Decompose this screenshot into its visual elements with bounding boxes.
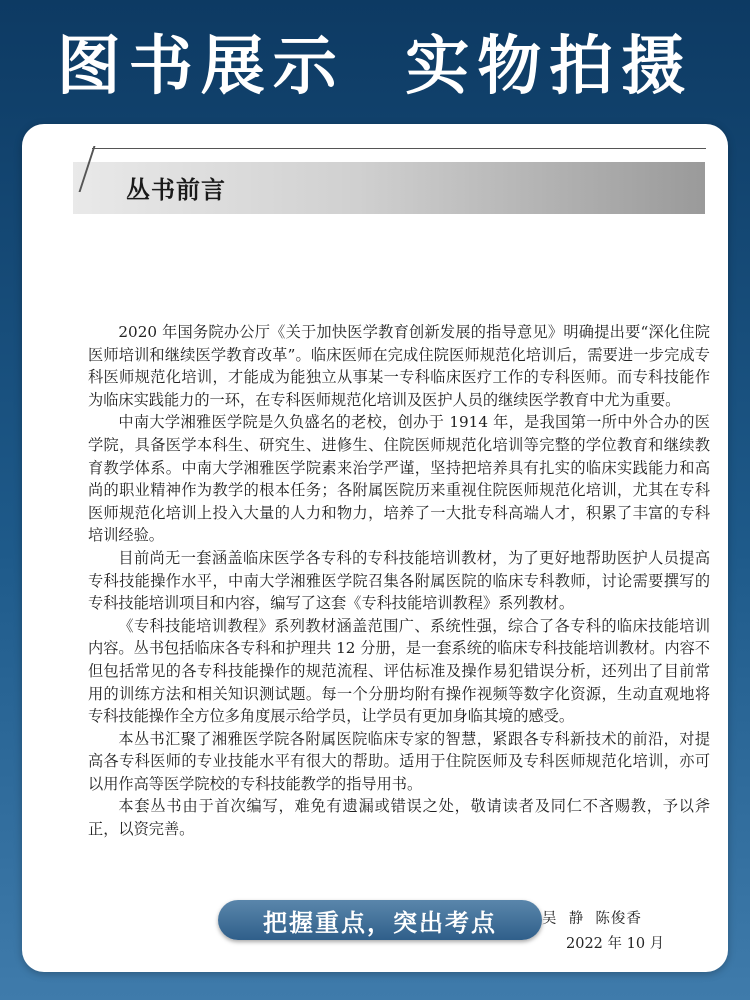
- header-line: [92, 148, 706, 149]
- book-page: [22, 124, 728, 972]
- preface-text: [88, 321, 710, 841]
- section-title: 丛书前言: [126, 175, 226, 204]
- paragraph: 中南大学湘雅医学院是久负盛名的老校，创办于 1914 年，是我国第一所中外合办的医学院，具备医学本科生、研究生、进修生、住院医师规范化培训等完整的学位教育和继续教育教学体系。中南大学湘雅医学院素来治学严谨，坚持把培养具有扎实的临床实践能力和高尚的职业精神作为教学的根本任务；各附属医院历来重视住院医师规范化培训，尤其在专科医师规范化培训上投入大量的人力和物力，培养了一大批专科高端人才，积累了丰富的专科培训经验。: [88, 413, 710, 545]
- banner-title: 图书展示 实物拍摄: [56, 30, 694, 104]
- signature-date: 2022 年 10 月: [566, 936, 665, 952]
- paragraph: 2020 年国务院办公厅《关于加快医学教育创新发展的指导意见》明确提出要“深化住院医师培训和继续医学教育改革”。临床医师在完成住院医师规范化培训后，需要进一步完成专科医师规范化培训，才能成为能独立从事某一专科临床医疗工作的专科医师。而专科技能作为临床实践能力的一环，在专科医师规范化培训及医护人员的继续医学教育中尤为重要。: [88, 323, 710, 409]
- paragraph: 本丛书汇聚了湘雅医学院各附属医院临床专家的智慧，紧跟各专科新技术的前沿，对提高各专科医师的专业技能水平有很大的帮助。适用于住院医师及专科医师规范化培训，亦可以用作高等医学院校的专科技能教学的指导用书。: [88, 729, 710, 793]
- slogan-badge: [218, 900, 542, 940]
- signature-authors: 吴 静 陈俊香: [542, 911, 642, 927]
- paragraph: 本套丛书由于首次编写，难免有遗漏或错误之处，敬请读者及同仁不吝赐教，予以斧正，以资完善。: [88, 797, 710, 839]
- paragraph: 目前尚无一套涵盖临床医学各专科的专科技能培训教材，为了更好地帮助医护人员提高专科技能操作水平，中南大学湘雅医学院召集各附属医院的临床专科教师，讨论需要撰写的专科技能培训项目和内容，编写了这套《专科技能培训教程》系列教材。: [88, 548, 710, 613]
- slogan-text: 把握重点，突出考点: [263, 908, 497, 937]
- banner: [0, 0, 750, 122]
- paragraph: 《专科技能培训教程》系列教材涵盖范围广、系统性强，综合了各专科的临床技能培训内容。丛书包括临床各专科和护理共 12 分册，是一套系统的临床专科技能培训教材。内容不但包括常见的各专科技能操作的规范流程、评估标准及操作易犯错误分析，还列出了目前常用的训练方法和相关知识测试题。每一个分册均附有操作视频等数字化资源，生动直观地将专科技能操作全方位多角度展示给学员，让学员有更加身临其境的感受。: [88, 616, 710, 726]
